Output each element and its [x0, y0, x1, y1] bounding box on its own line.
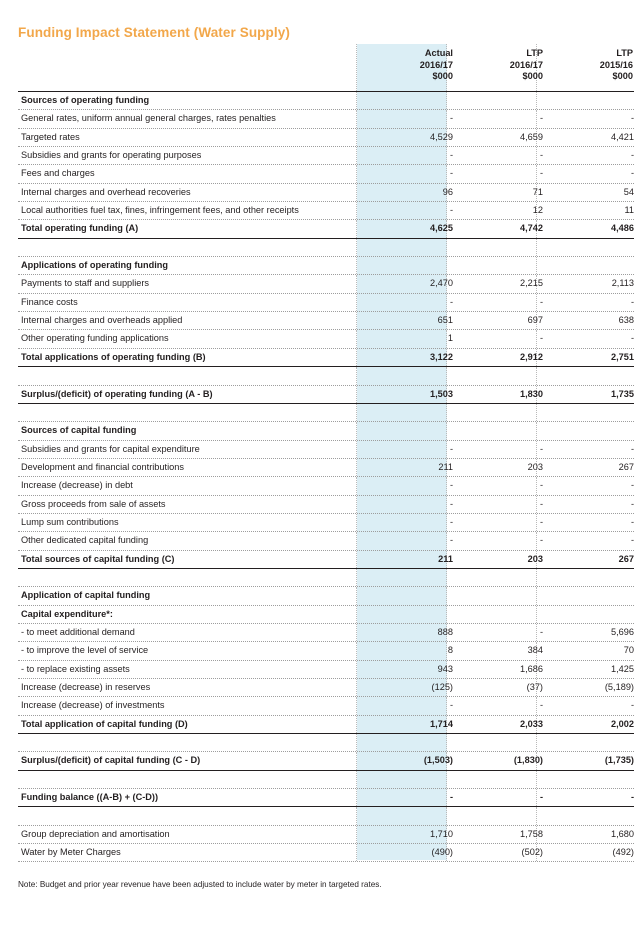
row-label: Applications of operating funding	[21, 260, 168, 271]
table-row	[18, 110, 634, 128]
actual-2016-value: 1,503	[430, 388, 453, 399]
actual-2016-value: -	[449, 535, 453, 546]
ltp-2015-value: -	[630, 296, 634, 307]
ltp-2015-value: 267	[618, 553, 634, 564]
row-label: Internal charges and overhead recoveries	[21, 186, 191, 197]
actual-2016-value: 651	[437, 315, 453, 326]
column-divider	[536, 606, 537, 623]
column-divider	[446, 422, 447, 439]
column-divider	[356, 569, 357, 586]
ltp-2015-value: -	[630, 443, 634, 454]
table-row	[18, 697, 634, 715]
actual-2016-value: -	[449, 168, 453, 179]
actual-2016-value: -	[449, 113, 453, 124]
column-divider	[356, 771, 357, 788]
ltp-2016-value: -	[539, 700, 543, 711]
column-header-actual: Actual 2016/17 $000	[419, 48, 453, 81]
table-row	[18, 441, 634, 459]
ltp-2016-value: -	[539, 443, 543, 454]
column-header-ltp-2015: LTP 2015/16 $000	[599, 48, 633, 81]
actual-2016-value: -	[449, 150, 453, 161]
column-divider	[356, 404, 357, 421]
column-divider	[536, 92, 537, 109]
ltp-2015-value: 2,751	[611, 351, 634, 362]
row-label: Application of capital funding	[21, 590, 151, 601]
row-label: Sources of operating funding	[21, 95, 150, 105]
column-divider	[446, 92, 447, 109]
ltp-2016-value: 384	[527, 645, 543, 656]
ltp-2015-value: -	[630, 792, 634, 803]
row-label: Water by Meter Charges	[21, 847, 121, 858]
table-row	[18, 312, 634, 330]
ltp-2016-value: (37)	[526, 682, 543, 692]
ltp-2016-value: -	[539, 150, 543, 161]
table-row	[18, 642, 634, 660]
row-label: Lump sum contributions	[21, 516, 119, 527]
ltp-2016-value: (1,830)	[513, 755, 543, 766]
actual-2016-value: -	[449, 296, 453, 307]
row-label: - to meet additional demand	[21, 626, 135, 637]
actual-2016-value: 1,714	[430, 718, 453, 729]
ltp-2016-value: -	[539, 516, 543, 527]
actual-2016-value: -	[449, 700, 453, 711]
row-label: Increase (decrease) of investments	[21, 700, 165, 711]
table-row	[18, 826, 634, 844]
table-row	[18, 679, 634, 697]
row-label: Payments to staff and suppliers	[21, 278, 150, 289]
total-row	[18, 386, 634, 404]
column-divider	[356, 220, 357, 237]
column-divider	[356, 312, 357, 329]
ltp-2015-value: -	[630, 535, 634, 546]
column-divider	[356, 441, 357, 458]
ltp-2015-value: 267	[618, 461, 634, 472]
table-row	[18, 294, 634, 312]
ltp-2015-value: 4,421	[611, 131, 634, 142]
ltp-2016-value: -	[539, 113, 543, 124]
table-row	[18, 477, 634, 495]
column-divider	[356, 386, 357, 403]
actual-2016-value: 4,529	[430, 131, 453, 142]
section-heading-row	[18, 92, 634, 110]
row-label: Group depreciation and amortisation	[21, 828, 170, 839]
ltp-2015-value: 11	[624, 205, 634, 216]
column-divider	[356, 789, 357, 806]
ltp-2015-value: 54	[623, 186, 634, 197]
ltp-2015-value: -	[630, 113, 634, 124]
ltp-2015-value: 2,002	[611, 718, 634, 729]
spacer-row	[18, 734, 634, 752]
column-divider	[356, 734, 357, 751]
ltp-2016-value: -	[539, 296, 543, 307]
row-label: Subsidies and grants for operating purposes	[21, 150, 202, 161]
ltp-2015-value: -	[630, 168, 634, 179]
column-divider	[356, 844, 357, 861]
column-divider	[356, 661, 357, 678]
column-divider	[356, 367, 357, 384]
column-divider	[356, 330, 357, 347]
ltp-2016-value: -	[539, 480, 543, 491]
ltp-2016-value: 4,742	[520, 223, 543, 234]
actual-2016-value: 2,470	[430, 278, 453, 289]
actual-2016-value: -	[449, 498, 453, 509]
row-label: Total applications of operating funding (B)	[21, 351, 206, 362]
spacer-row	[18, 807, 634, 825]
ltp-2016-value: 12	[532, 205, 543, 216]
ltp-2016-value: 2,215	[520, 278, 543, 289]
footnote: Note: Budget and prior year revenue have been adjusted to include water by meter in targeted rates.	[18, 880, 382, 889]
row-label: General rates, uniform annual general charges, rates penalties	[21, 113, 276, 124]
ltp-2015-value: -	[630, 516, 634, 527]
row-label: Total operating funding (A)	[21, 223, 139, 234]
total-row	[18, 551, 634, 569]
ltp-2016-value: 1,686	[520, 663, 543, 674]
row-label: Capital expenditure*:	[21, 608, 113, 619]
row-label: Funding balance ((A-B) + (C-D))	[21, 792, 159, 803]
column-divider	[536, 257, 537, 274]
table-row	[18, 532, 634, 550]
column-divider	[536, 367, 537, 384]
column-divider	[356, 257, 357, 274]
column-divider	[356, 716, 357, 733]
row-label: Internal charges and overheads applied	[21, 315, 183, 326]
column-divider	[356, 110, 357, 127]
ltp-2016-value: 203	[527, 461, 543, 472]
ltp-2015-value: 1,735	[611, 388, 634, 399]
ltp-2015-value: 5,696	[611, 626, 634, 637]
ltp-2016-value: -	[539, 535, 543, 546]
ltp-2016-value: 2,033	[520, 718, 543, 729]
column-divider	[446, 807, 447, 824]
ltp-2016-value: 2,912	[520, 351, 543, 362]
table-row	[18, 129, 634, 147]
ltp-2015-value: (1,735)	[604, 755, 634, 766]
column-divider	[356, 587, 357, 604]
ltp-2015-value: 638	[618, 315, 634, 326]
table-row	[18, 330, 634, 348]
column-header-ltp-2016: LTP 2016/17 $000	[509, 48, 543, 81]
ltp-2016-value: -	[539, 168, 543, 179]
ltp-2015-value: 1,680	[611, 828, 634, 839]
actual-2016-value: -	[449, 480, 453, 491]
column-divider	[446, 367, 447, 384]
table-row	[18, 147, 634, 165]
table-row	[18, 661, 634, 679]
column-divider	[536, 404, 537, 421]
column-divider	[446, 404, 447, 421]
row-label: Gross proceeds from sale of assets	[21, 498, 166, 509]
table-row	[18, 844, 634, 862]
column-divider	[356, 459, 357, 476]
table-body	[18, 92, 634, 862]
total-row	[18, 220, 634, 238]
actual-2016-value: 211	[438, 461, 453, 472]
row-label: Other operating funding applications	[21, 333, 169, 344]
column-divider	[356, 294, 357, 311]
column-divider	[356, 679, 357, 696]
column-divider	[446, 257, 447, 274]
column-divider	[356, 624, 357, 641]
ltp-2016-value: (502)	[521, 847, 543, 858]
actual-2016-value: 943	[437, 663, 453, 674]
row-label: Local authorities fuel tax, fines, infringement fees, and other receipts	[21, 205, 299, 216]
actual-2016-value: 8	[447, 645, 453, 656]
row-label: Targeted rates	[21, 131, 80, 142]
actual-2016-value: 888	[437, 626, 453, 637]
column-divider	[536, 422, 537, 439]
column-divider	[356, 496, 357, 513]
ltp-2015-value: 2,113	[611, 278, 634, 289]
ltp-2015-value: -	[630, 480, 634, 491]
actual-2016-value: 3,122	[430, 351, 453, 362]
ltp-2016-value: 1,830	[520, 388, 543, 399]
column-divider	[356, 752, 357, 769]
column-divider	[536, 771, 537, 788]
row-label: Surplus/(deficit) of operating funding (A - B)	[21, 388, 213, 399]
row-label: Subsidies and grants for capital expenditure	[21, 443, 200, 454]
funding-table	[18, 44, 634, 862]
spacer-row	[18, 771, 634, 789]
section-heading-row	[18, 257, 634, 275]
page-title: Funding Impact Statement (Water Supply)	[18, 25, 290, 40]
actual-2016-value: 211	[438, 553, 453, 564]
ltp-2016-value: -	[539, 626, 543, 637]
ltp-2015-value: -	[630, 150, 634, 161]
ltp-2016-value: -	[539, 498, 543, 509]
section-heading-row	[18, 422, 634, 440]
table-row	[18, 165, 634, 183]
actual-2016-value: 1	[447, 333, 453, 344]
column-divider	[536, 569, 537, 586]
column-divider	[356, 349, 357, 366]
actual-2016-value: 96	[442, 186, 453, 197]
column-divider	[536, 734, 537, 751]
actual-2016-value: -	[449, 205, 453, 216]
table-row	[18, 184, 634, 202]
ltp-2015-value: 70	[623, 645, 634, 656]
column-divider	[356, 477, 357, 494]
total-row	[18, 716, 634, 734]
section-heading-row	[18, 606, 634, 624]
ltp-2016-value: 4,659	[520, 131, 543, 142]
column-divider	[356, 642, 357, 659]
table-row	[18, 202, 634, 220]
actual-2016-value: -	[449, 792, 453, 803]
column-divider	[356, 184, 357, 201]
spacer-row	[18, 569, 634, 587]
ltp-2015-value: -	[630, 333, 634, 344]
column-divider	[356, 807, 357, 824]
column-divider	[446, 569, 447, 586]
row-label: Sources of capital funding	[21, 425, 137, 436]
column-divider	[446, 587, 447, 604]
actual-2016-value: (1,503)	[423, 755, 453, 766]
column-divider	[356, 202, 357, 219]
ltp-2016-value: 71	[532, 186, 543, 197]
row-label: Total application of capital funding (D)	[21, 718, 188, 729]
total-row	[18, 789, 634, 807]
ltp-2015-value: 4,486	[611, 223, 634, 234]
column-divider	[356, 514, 357, 531]
actual-2016-value: (125)	[431, 682, 453, 692]
column-divider	[356, 147, 357, 164]
column-divider	[536, 587, 537, 604]
column-divider	[356, 532, 357, 549]
spacer-row	[18, 367, 634, 385]
actual-2016-value: (490)	[431, 847, 453, 858]
ltp-2016-value: -	[539, 333, 543, 344]
table-row	[18, 496, 634, 514]
column-divider	[446, 239, 447, 256]
table-row	[18, 624, 634, 642]
row-label: Development and financial contributions	[21, 461, 184, 472]
column-divider	[536, 239, 537, 256]
column-divider	[356, 275, 357, 292]
column-divider	[356, 422, 357, 439]
column-divider	[356, 606, 357, 623]
row-label: Other dedicated capital funding	[21, 535, 149, 546]
column-divider	[536, 807, 537, 824]
table-row	[18, 459, 634, 477]
spacer-row	[18, 239, 634, 257]
column-divider	[356, 697, 357, 714]
column-divider	[356, 92, 357, 109]
actual-2016-value: -	[449, 443, 453, 454]
column-divider	[356, 551, 357, 568]
table-row	[18, 275, 634, 293]
ltp-2016-value: -	[539, 792, 543, 803]
total-row	[18, 752, 634, 770]
column-divider	[356, 165, 357, 182]
ltp-2015-value: -	[630, 498, 634, 509]
ltp-2016-value: 203	[527, 553, 543, 564]
actual-2016-value: 1,710	[430, 828, 453, 839]
ltp-2015-value: (492)	[612, 847, 634, 858]
table-header	[18, 44, 634, 92]
ltp-2016-value: 1,758	[520, 828, 543, 839]
column-divider	[356, 239, 357, 256]
ltp-2015-value: -	[630, 700, 634, 711]
column-divider	[446, 606, 447, 623]
row-label: Finance costs	[21, 296, 78, 307]
column-divider	[356, 129, 357, 146]
column-divider	[356, 826, 357, 843]
ltp-2016-value: 697	[527, 315, 543, 326]
row-label: - to replace existing assets	[21, 663, 130, 674]
table-row	[18, 514, 634, 532]
row-label: Increase (decrease) in debt	[21, 480, 133, 491]
ltp-2015-value: (5,189)	[604, 682, 634, 692]
ltp-2015-value: 1,425	[611, 663, 634, 674]
row-label: Total sources of capital funding (C)	[21, 553, 175, 564]
column-divider	[446, 771, 447, 788]
column-divider	[446, 734, 447, 751]
row-label: - to improve the level of service	[21, 645, 149, 656]
row-label: Fees and charges	[21, 168, 95, 179]
actual-2016-value: 4,625	[430, 223, 453, 234]
section-heading-row	[18, 587, 634, 605]
actual-2016-value: -	[449, 516, 453, 527]
row-label: Surplus/(deficit) of capital funding (C - D)	[21, 755, 201, 766]
spacer-row	[18, 404, 634, 422]
total-row	[18, 349, 634, 367]
row-label: Increase (decrease) in reserves	[21, 682, 151, 692]
